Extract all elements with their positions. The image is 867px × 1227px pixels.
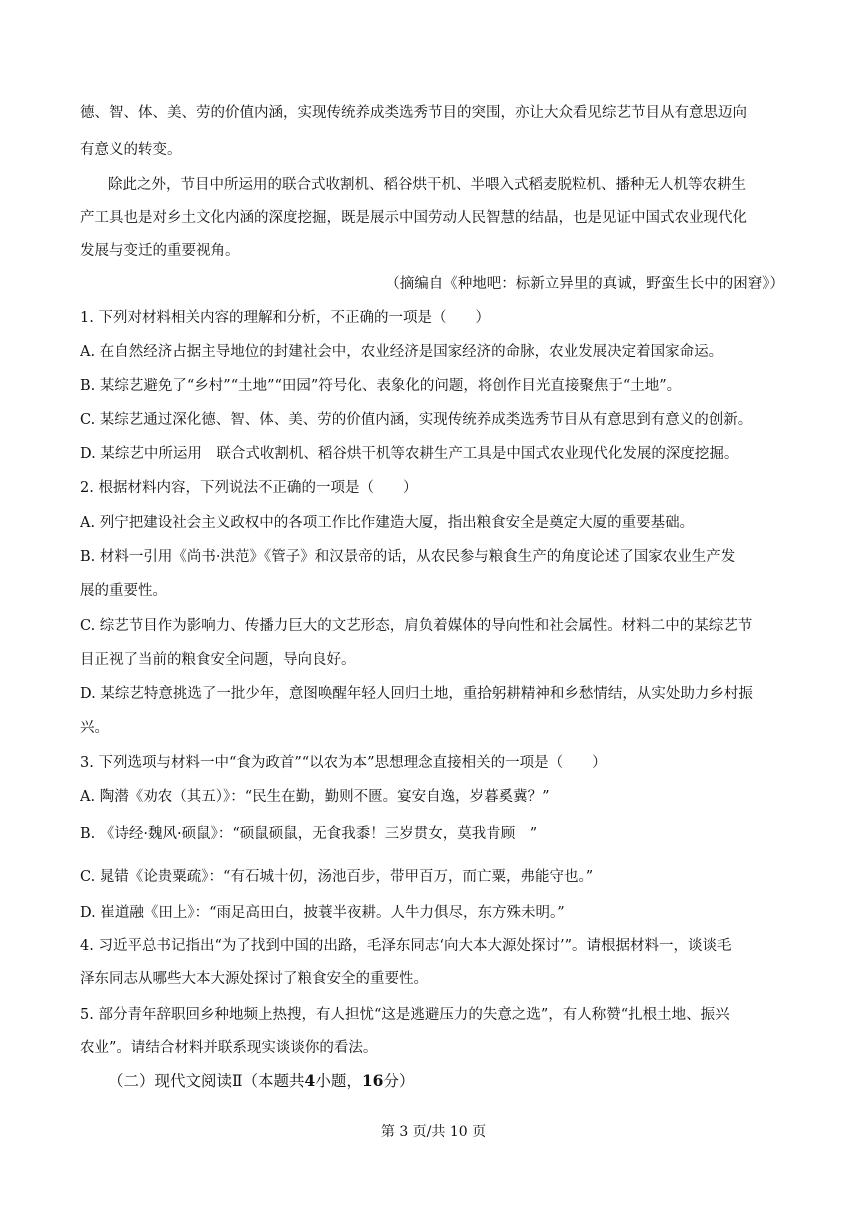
question-2-option-a: A. 列宁把建设社会主义政权中的各项工作比作建造大厦，指出粮食安全是奠定大厦的重要基础。	[80, 515, 695, 531]
section-heading	[108, 1069, 414, 1093]
question-3-option-a: A. 陶潜《劝农（其五）》：“民生在勤，勤则不匮。宴安自逸，岁暮奚冀？”	[80, 789, 550, 805]
passage-line: 有意义的转变。	[80, 142, 182, 158]
passage-line: 除此之外，节目中所运用的联合式收割机、稻谷烘干机、半喂入式稻麦脱粒机、播种无人机等农耕生	[108, 177, 746, 193]
question-3-option-c: C. 晁错《论贵粟疏》：“有石城十仞，汤池百步，带甲百万，而亡粟，弗能守也。”	[80, 869, 594, 885]
question-4: 4. 习近平总书记指出“为了找到中国的出路，毛泽东同志‘向大本大源处探讨’”。请根据材料一，谈谈毛	[80, 938, 732, 954]
question-2-option-c: C. 综艺节目作为影响力、传播力巨大的文艺形态，肩负着媒体的导向性和社会属性。材料二中的某综艺节	[80, 618, 753, 634]
question-2-stem: 2. 根据材料内容，下列说法不正确的一项是（ ）	[80, 480, 418, 496]
question-1-option-c: C. 某综艺通过深化德、智、体、美、劳的价值内涵，实现传统养成类选秀节目从有意思到有意义的创新。	[80, 412, 753, 428]
section-question-count: 4	[304, 1071, 316, 1090]
question-2-option-b: B. 材料一引用《尚书·洪范》《管子》和汉景帝的话，从农民参与粮食生产的角度论述了国家农业生产发	[80, 549, 736, 565]
question-3-option-b: B. 《诗经·魏风·硕鼠》：“硕鼠硕鼠，无食我黍！三岁贯女，莫我肯顾 ”	[80, 826, 538, 842]
question-4-cont: 泽东同志从哪些大本大源处探讨了粮食安全的重要性。	[80, 971, 428, 987]
question-1-option-d: D. 某综艺中所运用 联合式收割机、稻谷烘干机等农耕生产工具是中国式农业现代化发展的深度挖掘。	[80, 446, 739, 462]
question-2-option-c-cont: 目正视了当前的粮食安全问题，导向良好。	[80, 652, 356, 668]
section-score: 16	[361, 1071, 384, 1090]
passage-line: 产工具也是对乡土文化内涵的深度挖掘，既是展示中国劳动人民智慧的结晶，也是见证中国式农业现代化	[80, 210, 747, 226]
question-2-option-b-cont: 展的重要性。	[80, 583, 167, 599]
question-1-option-b: B. 某综艺避免了“乡村”“土地”“田园”符号化、表象化的问题，将创作目光直接聚焦于“土地”。	[80, 378, 682, 394]
question-1-stem: 1. 下列对材料相关内容的理解和分析，不正确的一项是（ ）	[80, 310, 490, 326]
question-2-option-d: D. 某综艺特意挑选了一批少年，意图唤醒年轻人回归土地，重拾躬耕精神和乡愁情结，从实处助力乡村振	[80, 686, 753, 702]
question-1-option-a: A. 在自然经济占据主导地位的封建社会中，农业经济是国家经济的命脉，农业发展决定着国家命运。	[80, 344, 724, 360]
section-heading-middle: 小题，	[315, 1072, 362, 1090]
section-heading-suffix: 分）	[383, 1072, 415, 1090]
question-3-stem: 3. 下列选项与材料一中“食为政首”“以农为本”思想理念直接相关的一项是（ ）	[80, 755, 607, 771]
question-3-option-d: D. 崔道融《田上》：“雨足高田白，披蓑半夜耕。人牛力俱尽，东方殊未明。”	[80, 905, 565, 921]
section-heading-prefix: （二）现代文阅读Ⅱ（本题共	[108, 1072, 305, 1090]
passage-source: （摘编自《种地吧：标新立异里的真诚，野蛮生长中的困窘》）	[385, 276, 784, 292]
page-footer: 第 3 页/共 10 页	[380, 1124, 487, 1140]
question-2-option-d-cont: 兴。	[80, 720, 109, 736]
question-5: 5. 部分青年辞职回乡种地频上热搜，有人担忧“这是逃避压力的失意之选”，有人称赞“扎根土地、振兴	[80, 1007, 730, 1023]
passage-line: 发展与变迁的重要视角。	[80, 243, 240, 259]
passage-line: 德、智、体、美、劳的价值内涵，实现传统养成类选秀节目的突围，亦让大众看见综艺节目从有意思迈向	[80, 105, 747, 121]
question-5-cont: 农业”。请结合材料并联系现实谈谈你的看法。	[80, 1040, 378, 1056]
